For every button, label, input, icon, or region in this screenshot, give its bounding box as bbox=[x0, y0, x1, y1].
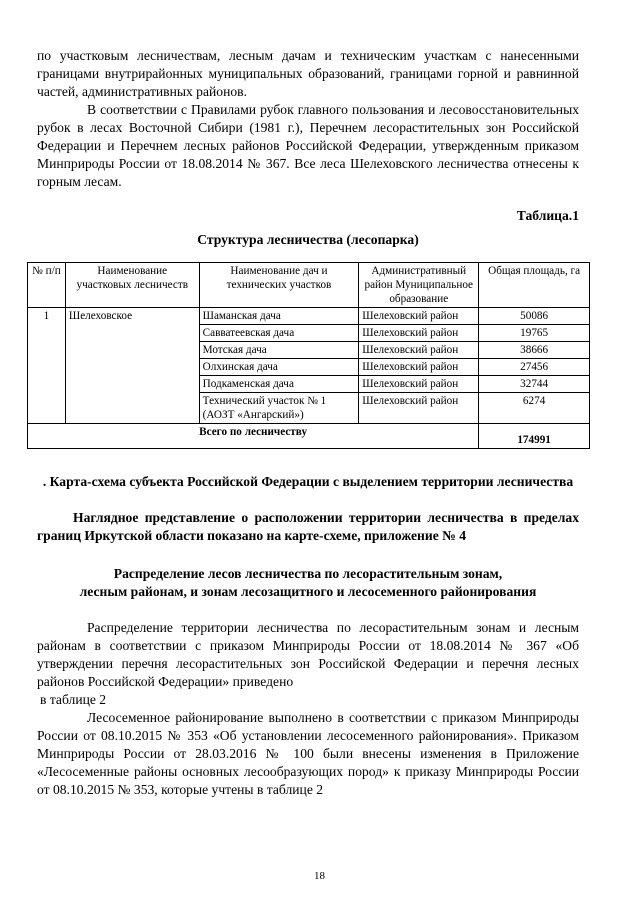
header-district: Административный район Муниципальное образование bbox=[359, 263, 479, 308]
area-cell: 50086 bbox=[479, 308, 590, 325]
page-number: 18 bbox=[314, 870, 325, 882]
header-forestry: Наименование участковых лесничеств bbox=[65, 263, 199, 308]
zones-paragraph-1: Распределение территории лесничества по лесорастительным зонам и лесным районам в соответствии с приказом Минприроды России от 18.08.2014 № 367 «Об утверждении перечня лесорастительных зон Российской Федерации и перечня лесных районов Российской Федерации» приведено bbox=[37, 620, 579, 689]
group-num: 1 bbox=[28, 308, 66, 424]
forestry-structure-table bbox=[27, 262, 590, 449]
total-label: Всего по лесничеству bbox=[28, 424, 479, 449]
table-title: Структура лесничества (лесопарка) bbox=[197, 232, 419, 247]
map-section-heading: . Карта-схема субъекта Российской Федерации с выделением территории лесничества bbox=[42, 474, 574, 489]
header-dacha: Наименование дач и технических участков bbox=[199, 263, 359, 308]
total-value: 174991 bbox=[479, 424, 590, 449]
dacha-cell: Олхинская дача bbox=[199, 359, 359, 376]
dacha-cell: Мотская дача bbox=[199, 342, 359, 359]
district-cell: Шелеховский район bbox=[359, 393, 479, 424]
area-cell: 6274 bbox=[479, 393, 590, 424]
dacha-cell: Подкаменская дача bbox=[199, 376, 359, 393]
header-num: № п/п bbox=[28, 263, 66, 308]
table-row bbox=[28, 308, 590, 325]
zones-heading-line-2: лесным районам, и зонам лесозащитного и лесосеменного районирования bbox=[79, 584, 537, 599]
group-name: Шелеховское bbox=[65, 308, 199, 424]
header-area: Общая площадь, га bbox=[479, 263, 590, 308]
district-cell: Шелеховский район bbox=[359, 359, 479, 376]
map-section-text: Наглядное представление о расположении территории лесничества в пределах границ Иркутской области показано на карте-схеме, приложение № 4 bbox=[37, 510, 579, 543]
area-cell: 27456 bbox=[479, 359, 590, 376]
district-cell: Шелеховский район bbox=[359, 308, 479, 325]
zones-heading-line-1: Распределение лесов лесничества по лесорастительным зонам, bbox=[113, 566, 503, 581]
zones-paragraph-1-tail: в таблице 2 bbox=[40, 692, 107, 707]
district-cell: Шелеховский район bbox=[359, 342, 479, 359]
table-total-row bbox=[28, 424, 590, 449]
table-number: Таблица.1 bbox=[516, 208, 579, 223]
dacha-cell: Шаманская дача bbox=[199, 308, 359, 325]
area-cell: 19765 bbox=[479, 325, 590, 342]
dacha-cell: Савватеевская дача bbox=[199, 325, 359, 342]
dacha-cell: Технический участок № 1 (АОЗТ «Ангарский») bbox=[199, 393, 359, 424]
intro-paragraph-2: В соответствии с Правилами рубок главного пользования и лесовосстановительных рубок в лесах Восточной Сибири (1981 г.), Перечнем лесорастительных зон Российской Федерации и Перечнем лесных районов Российской Федерации, утвержденным приказом Минприроды России от 18.08.2014 № 367. Все леса Шелеховского лесничества отнесены к горным лесам. bbox=[37, 102, 579, 189]
district-cell: Шелеховский район bbox=[359, 325, 479, 342]
area-cell: 38666 bbox=[479, 342, 590, 359]
zones-paragraph-2: Лесосеменное районирование выполнено в соответствии с приказом Минприроды России от 08.10.2015 № 353 «Об установлении лесосеменного районирования». Приказом Минприроды России от 28.03.2016 № 100 были внесены изменения в Приложение «Лесосеменные районы основных лесообразующих пород» к приказу Минприроды России от 08.10.2015 № 353, которые учтены в таблице 2 bbox=[37, 710, 579, 797]
table-header-row bbox=[28, 263, 590, 308]
area-cell: 32744 bbox=[479, 376, 590, 393]
document-page bbox=[32, 47, 581, 799]
district-cell: Шелеховский район bbox=[359, 376, 479, 393]
intro-paragraph-1: по участковым лесничествам, лесным дачам и техническим участкам с нанесенными границами внутрирайонных муниципальных образований, границами горной и равнинной частей, административных районов. bbox=[37, 48, 579, 99]
zones-section-heading bbox=[37, 565, 579, 601]
